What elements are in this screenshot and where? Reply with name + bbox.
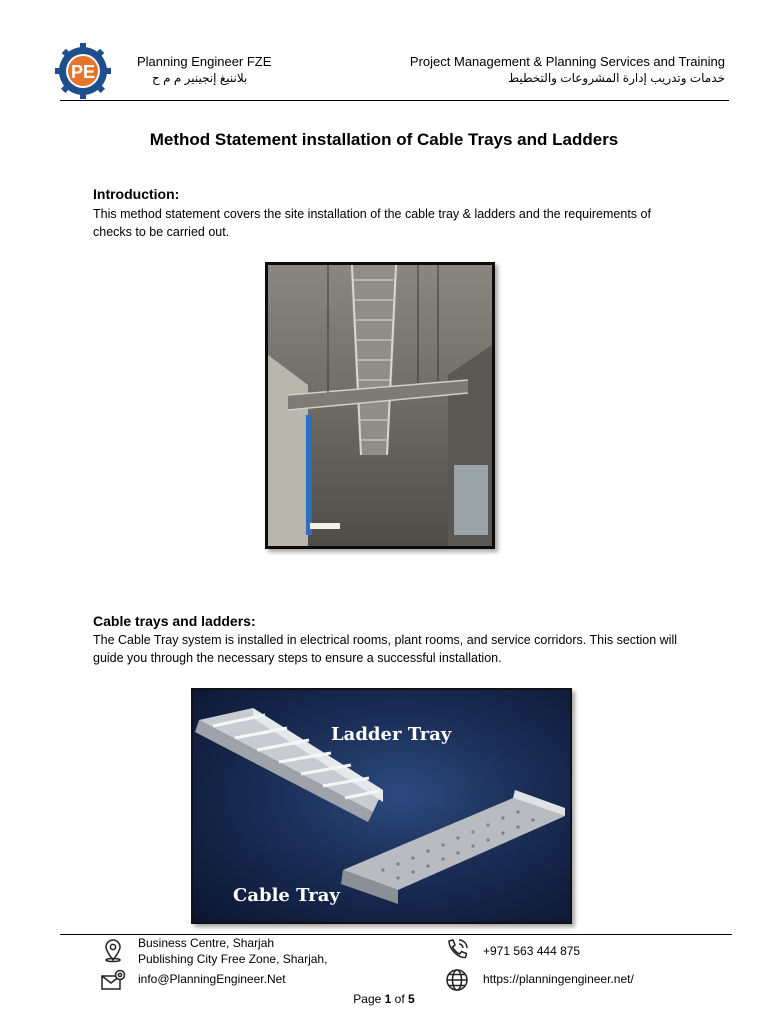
- tagline-en: Project Management & Planning Services and Training: [409, 54, 725, 69]
- document-title: Method Statement installation of Cable Trays and Ladders: [149, 130, 619, 149]
- cable-tray-ceiling-photo: [265, 262, 495, 549]
- address-line-1: Business Centre, Sharjah: [138, 936, 275, 950]
- email-icon: [100, 967, 126, 993]
- cable-tray-label: Cable Tray: [233, 885, 340, 906]
- footer-website[interactable]: https://planningengineer.net/: [483, 972, 634, 986]
- footer-address: [138, 935, 327, 967]
- company-logo: [52, 42, 114, 100]
- ladder-tray-label: Ladder Tray: [331, 724, 452, 745]
- company-name-ar: بلاننيغ إنجينير م م ح: [152, 71, 248, 85]
- introduction-heading: Introduction:: [93, 186, 180, 202]
- phone-icon: [444, 937, 470, 963]
- header-divider: [60, 100, 729, 101]
- address-line-2: Publishing City Free Zone, Sharjah,: [138, 952, 328, 966]
- company-name-en: Planning Engineer FZE: [137, 54, 272, 69]
- globe-icon: [444, 967, 470, 993]
- location-pin-icon: [100, 937, 126, 963]
- footer-phone[interactable]: +971 563 444 875: [483, 944, 581, 958]
- svg-text:PE: PE: [70, 62, 96, 82]
- tray-types-illustration: [191, 688, 572, 924]
- tagline-ar: خدمات وتدريب إدارة المشروعات والتخطيط: [507, 71, 725, 85]
- cable-trays-heading: Cable trays and ladders:: [93, 613, 256, 629]
- page-number: Page 1 of 5: [353, 992, 415, 1006]
- introduction-body: This method statement covers the site installation of the cable tray & ladders and the requirements of checks to be carried out.: [93, 207, 651, 239]
- footer-email[interactable]: info@PlanningEngineer.Net: [138, 972, 286, 986]
- cable-trays-body: The Cable Tray system is installed in electrical rooms, plant rooms, and service corridors. This section will guide you through the necessary steps to ensure a successful installation.: [93, 633, 678, 665]
